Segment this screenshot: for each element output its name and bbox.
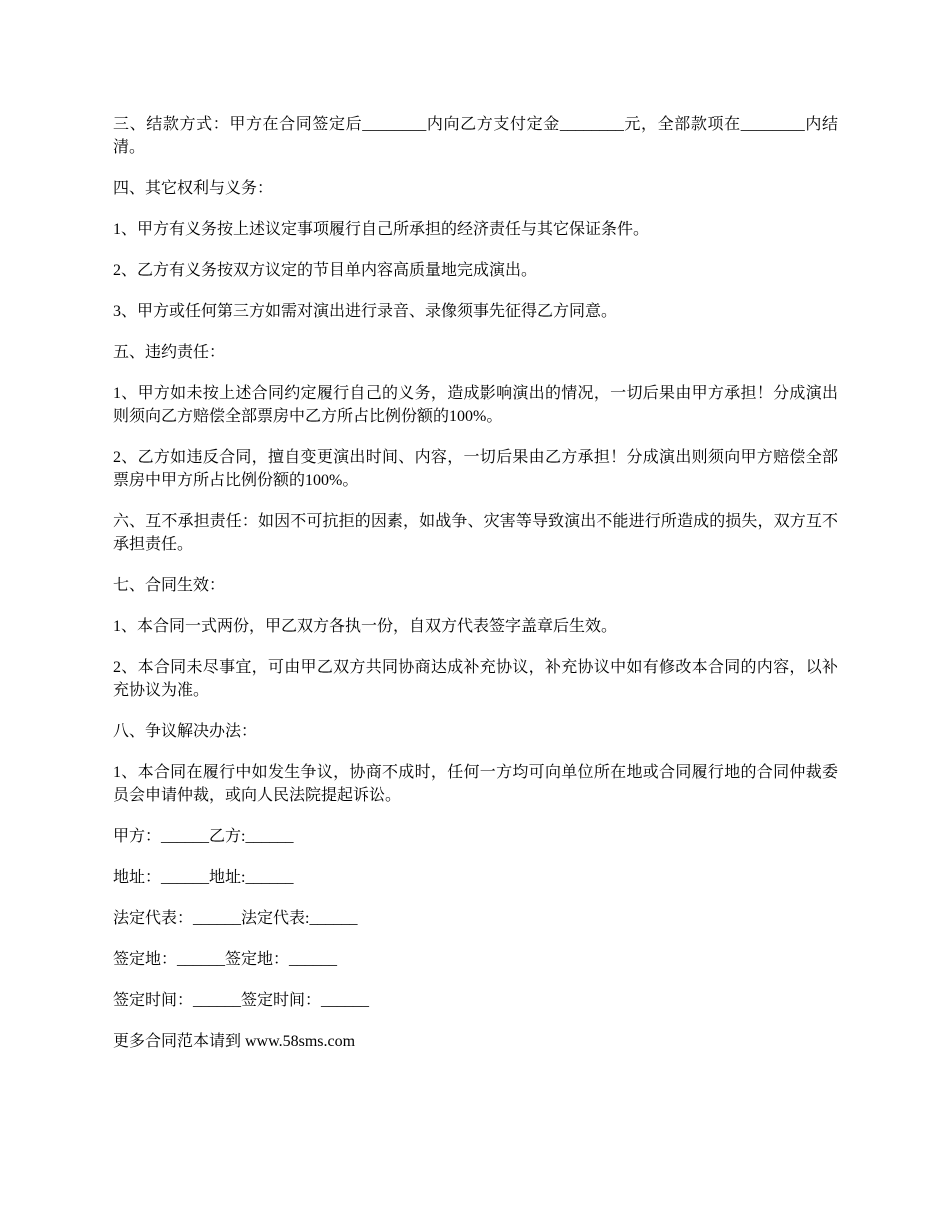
clause-party-a-obligation: 1、甲方有义务按上述议定事项履行自己所承担的经济责任与其它保证条件。 [113, 221, 650, 238]
clause-party-b-breach: 2、乙方如违反合同，擅自变更演出时间、内容，一切后果由乙方承担！分成演出则须向甲方赔偿全部票房中甲方所占比例份额的100%。 [113, 449, 838, 489]
heading-contract-effect: 七、合同生效： [113, 577, 226, 594]
signature-addresses: 地址：______地址:______ [113, 869, 294, 886]
clause-recording-consent: 3、甲方或任何第三方如需对演出进行录音、录像须事先征得乙方同意。 [113, 303, 618, 320]
clause-party-a-breach: 1、甲方如未按上述合同约定履行自己的义务，造成影响演出的情况，一切后果由甲方承担！分成演出则须向乙方赔偿全部票房中乙方所占比例份额的100%。 [113, 385, 838, 425]
clause-force-majeure: 六、互不承担责任：如因不可抗拒的因素，如战争、灾害等导致演出不能进行所造成的损失，双方互不承担责任。 [113, 513, 838, 553]
heading-dispute-resolution: 八、争议解决办法： [113, 723, 258, 740]
clause-payment-terms: 三、结款方式：甲方在合同签定后________内向乙方支付定金________元，全部款项在________内结清。 [113, 116, 838, 156]
clause-copies-effect: 1、本合同一式两份，甲乙双方各执一份，自双方代表签字盖章后生效。 [113, 618, 618, 635]
signature-party-names: 甲方：______乙方:______ [113, 828, 294, 845]
document-page [113, 113, 838, 1071]
heading-rights-obligations: 四、其它权利与义务： [113, 180, 274, 197]
footer-more-templates: 更多合同范本请到 www.58sms.com [113, 1033, 356, 1050]
signature-legal-representatives: 法定代表：______法定代表:______ [113, 910, 358, 927]
signature-signing-time: 签定时间：______签定时间：______ [113, 992, 370, 1009]
heading-breach-liability: 五、违约责任： [113, 344, 226, 361]
clause-arbitration: 1、本合同在履行中如发生争议，协商不成时，任何一方均可向单位所在地或合同履行地的合同仲裁委员会申请仲裁，或向人民法院提起诉讼。 [113, 764, 838, 804]
clause-party-b-obligation: 2、乙方有义务按双方议定的节目单内容高质量地完成演出。 [113, 262, 538, 279]
clause-supplementary-agreement: 2、本合同未尽事宜，可由甲乙双方共同协商达成补充协议，补充协议中如有修改本合同的内容，以补充协议为准。 [113, 659, 838, 699]
signature-signing-place: 签定地：______签定地：______ [113, 951, 338, 968]
